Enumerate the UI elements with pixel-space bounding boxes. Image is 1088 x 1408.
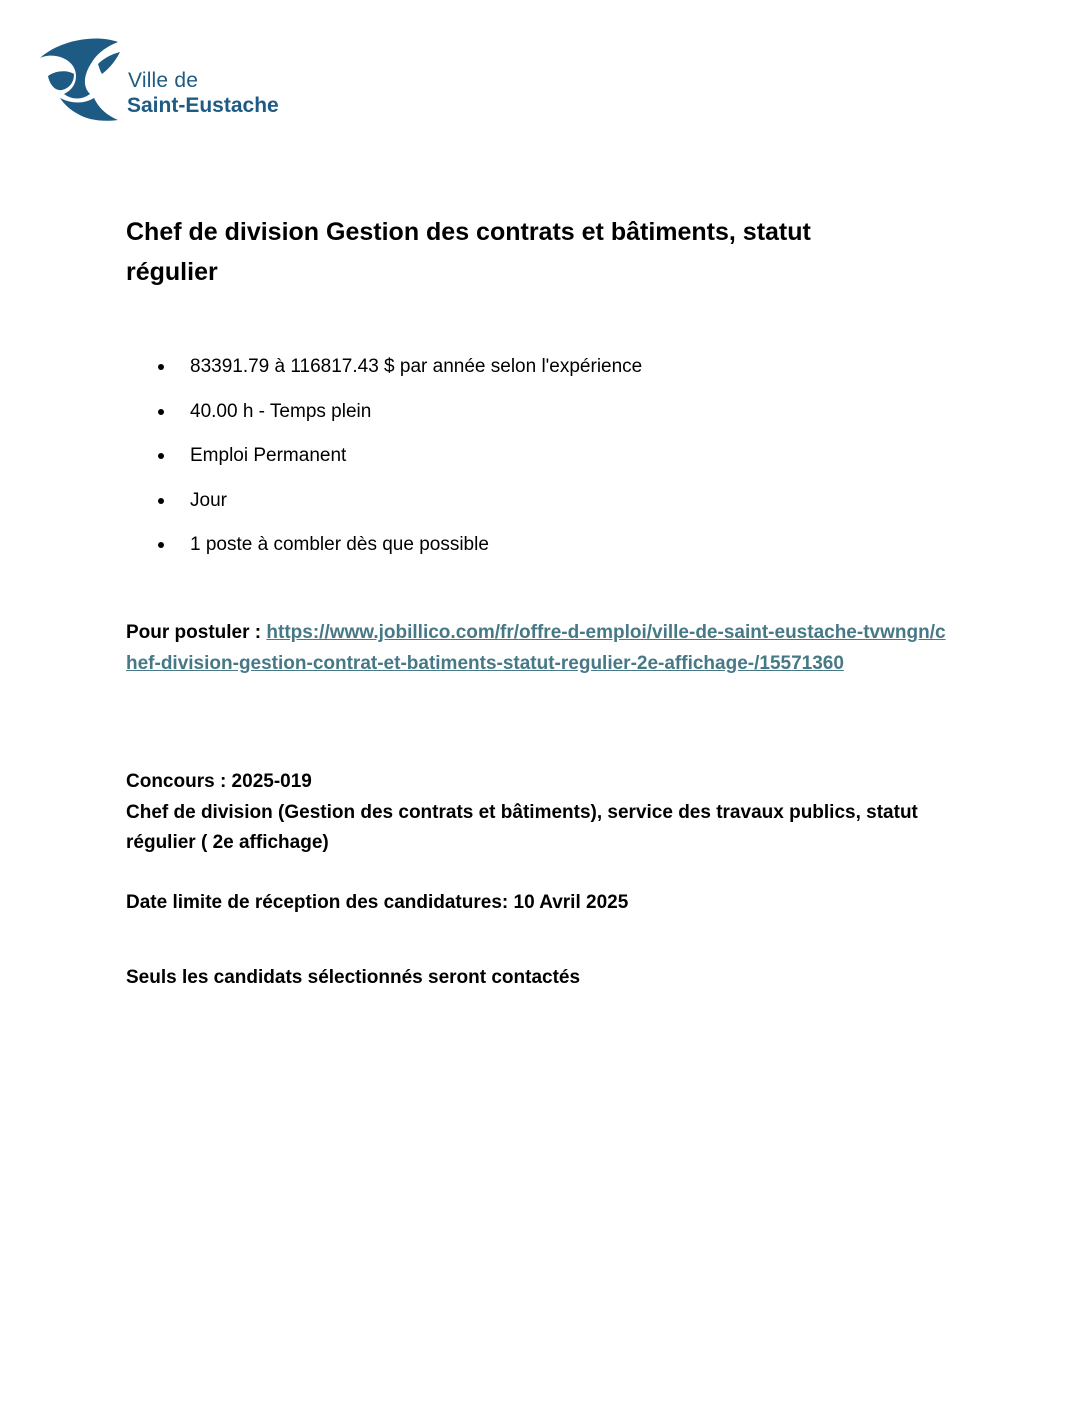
concours-number: Concours : 2025-019 — [126, 771, 312, 792]
concours-section — [126, 767, 946, 859]
apply-section — [126, 618, 956, 679]
apply-link[interactable]: https://www.jobillico.com/fr/offre-d-emploi/ville-de-saint-eustache-tvwngn/chef-division-gestion-contrat-et-batiments-statut-regulier-2e-affichage-/15571360 — [126, 622, 946, 674]
detail-openings — [126, 527, 642, 572]
detail-text: Jour — [190, 489, 227, 511]
job-details-list — [126, 349, 642, 572]
concours-description: Chef de division (Gestion des contrats et bâtiments), service des travaux publics, statut régulier ( 2e affichage) — [126, 801, 918, 853]
bullet-icon — [158, 542, 164, 548]
detail-hours — [126, 394, 642, 439]
logo-line-ville-de: Ville de — [128, 69, 199, 92]
bullet-icon — [158, 453, 164, 459]
detail-shift — [126, 483, 642, 528]
detail-salary — [126, 349, 642, 394]
bullet-icon — [158, 409, 164, 415]
apply-label: Pour postuler : — [126, 622, 262, 643]
detail-text: 1 poste à combler dès que possible — [190, 534, 489, 555]
city-logo — [38, 36, 288, 128]
bullet-icon — [158, 498, 164, 504]
bullet-icon — [158, 364, 164, 370]
selection-notice: Seuls les candidats sélectionnés seront contactés — [126, 967, 581, 988]
swallow-bird-icon — [38, 36, 122, 124]
job-title: Chef de division Gestion des contrats et bâtiments, statut régulier — [126, 218, 811, 286]
detail-text: 40.00 h - Temps plein — [190, 400, 372, 422]
application-deadline: Date limite de réception des candidatures: 10 Avril 2025 — [126, 892, 629, 913]
detail-text: 83391.79 à 116817.43 $ par année selon l'expérience — [190, 356, 643, 377]
logo-line-saint-eustache: Saint-Eustache — [127, 94, 279, 117]
detail-text: Emploi Permanent — [190, 445, 347, 466]
detail-employment-type — [126, 438, 642, 483]
